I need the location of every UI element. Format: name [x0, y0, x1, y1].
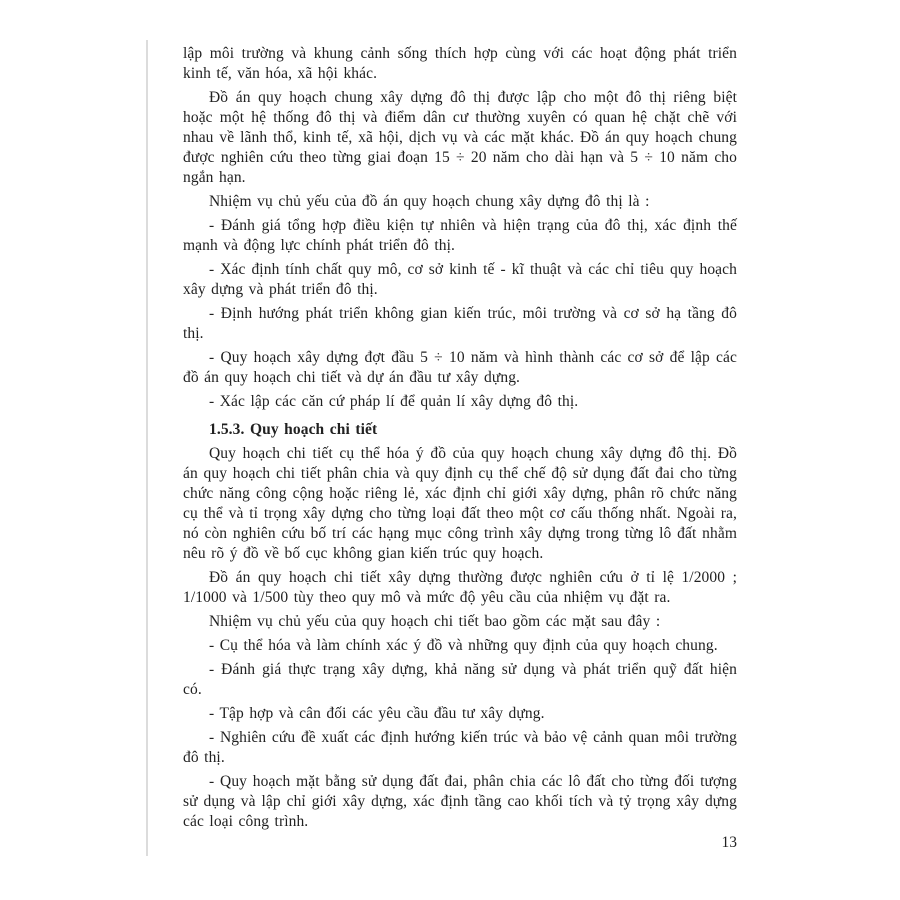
list-item: - Đánh giá thực trạng xây dựng, khả năng sử dụng và phát triển quỹ đất hiện có.	[183, 661, 737, 698]
paragraph: Nhiệm vụ chủ yếu của quy hoạch chi tiết bao gồm các mặt sau đây :	[209, 613, 661, 630]
list-item: - Đánh giá tổng hợp điều kiện tự nhiên và hiện trạng của đô thị, xác định thế mạnh và động lực chính phát triển đô thị.	[183, 217, 737, 254]
list-item: - Xác lập các căn cứ pháp lí để quản lí xây dựng đô thị.	[209, 393, 579, 410]
paragraph: Nhiệm vụ chủ yếu của đồ án quy hoạch chung xây dựng đô thị là :	[209, 193, 650, 210]
paragraph: Đồ án quy hoạch chi tiết xây dựng thường được nghiên cứu ở tỉ lệ 1/2000 ; 1/1000 và 1/500 tùy theo quy mô và mức độ yêu cầu của nhiệm vụ đặt ra.	[183, 569, 737, 606]
list-item: - Định hướng phát triển không gian kiến trúc, môi trường và cơ sở hạ tầng đô thị.	[183, 305, 737, 342]
list-item: - Xác định tính chất quy mô, cơ sở kinh tế - kĩ thuật và các chỉ tiêu quy hoạch xây dựng và phát triển đô thị.	[183, 261, 737, 298]
list-item: - Quy hoạch mặt bằng sử dụng đất đai, phân chia các lô đất cho từng đối tượng sử dụng và lập chỉ giới xây dựng, xác định tầng cao khối tích và tỷ trọng xây dựng các loại công trình.	[183, 773, 737, 830]
paragraph: Quy hoạch chi tiết cụ thể hóa ý đồ của quy hoạch chung xây dựng đô thị. Đồ án quy hoạch chi tiết phân chia và quy định cụ thể chế độ sử dụng đất đai cho từng chức năng công cộng hoặc riêng lẻ, xác định chỉ giới xây dựng, phân rõ chức năng cụ thể và tỉ trọng xây dựng cho từng loại đất theo một cơ cấu thống nhất. Ngoài ra, nó còn nghiên cứu bố trí các hạng mục công trình xây dựng trong từng lô đất nhằm nêu rõ ý đồ về bố cục không gian kiến trúc quy hoạch.	[183, 445, 737, 562]
section-heading: 1.5.3. Quy hoạch chi tiết	[209, 421, 378, 438]
text-column	[183, 44, 737, 832]
list-item: - Tập hợp và cân đối các yêu cầu đầu tư xây dựng.	[209, 705, 545, 722]
page-number: 13	[721, 834, 737, 851]
paragraph: Đồ án quy hoạch chung xây dựng đô thị được lập cho một đô thị riêng biệt hoặc một hệ thống đô thị và điểm dân cư thường xuyên có quan hệ chặt chẽ với nhau về lãnh thổ, kinh tế, xã hội, dịch vụ và các mặt khác. Đồ án quy hoạch chung được nghiên cứu theo từng giai đoạn 15 ÷ 20 năm cho dài hạn và 5 ÷ 10 năm cho ngắn hạn.	[183, 89, 737, 186]
paragraph: lập môi trường và khung cảnh sống thích hợp cùng với các hoạt động phát triển kinh tế, văn hóa, xã hội khác.	[183, 45, 737, 82]
scan-page-edge-line	[146, 40, 148, 856]
list-item: - Cụ thể hóa và làm chính xác ý đồ và những quy định của quy hoạch chung.	[209, 637, 718, 654]
list-item: - Quy hoạch xây dựng đợt đầu 5 ÷ 10 năm và hình thành các cơ sở để lập các đồ án quy hoạch chi tiết và dự án đầu tư xây dựng.	[183, 349, 737, 386]
list-item: - Nghiên cứu đề xuất các định hướng kiến trúc và bảo vệ cảnh quan môi trường đô thị.	[183, 729, 737, 766]
